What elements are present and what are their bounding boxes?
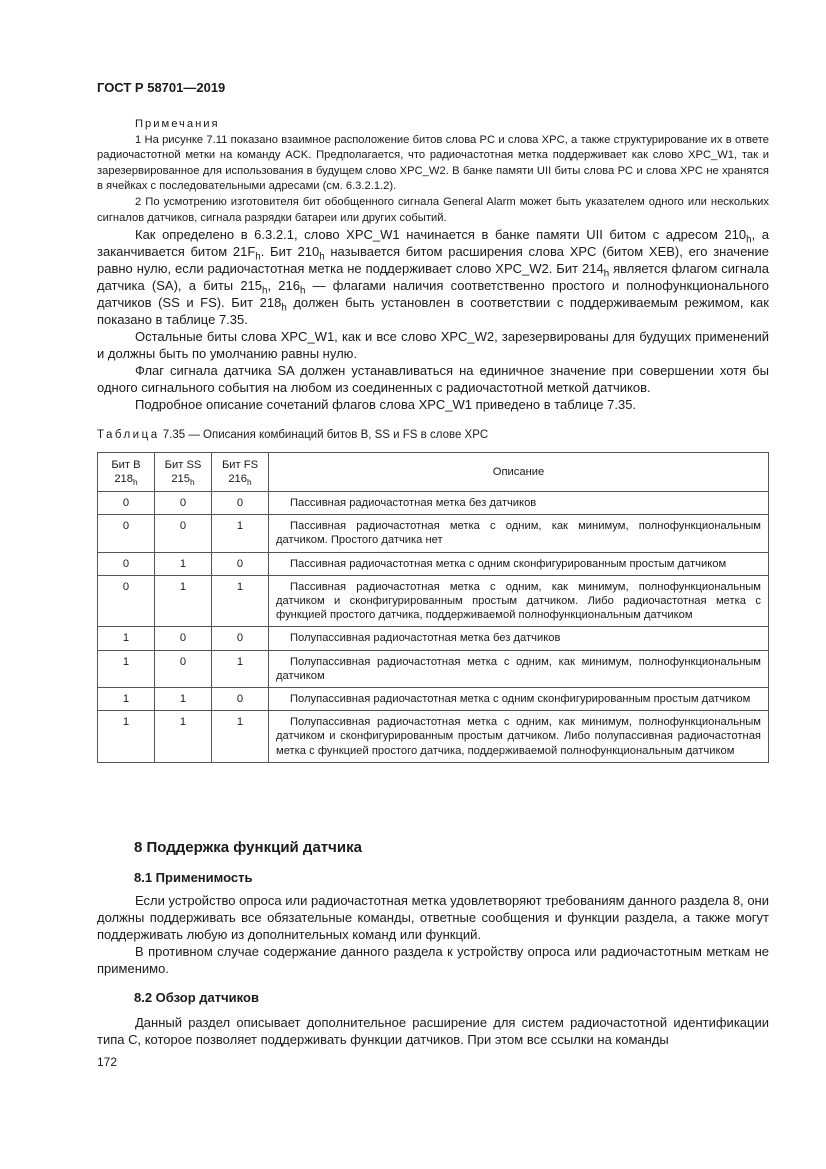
section-8-2-body <box>97 1014 769 1048</box>
table-header-row <box>98 453 769 492</box>
header-bit-b: Бит B $218_h$ <box>98 453 155 492</box>
section-8-heading: 8 Поддержка функций датчика <box>134 839 362 856</box>
page-number: 172 <box>97 1055 118 1069</box>
table-row: 0 0 1 Пассивная радиочастотная метка с одним, как минимум, полнофункциональным датчиком. Простого датчика нет <box>98 515 769 552</box>
paragraph-table-ref: Подробное описание сочетаний флагов слова XPC_W1 приведено в таблице 7.35. <box>135 397 637 412</box>
table-row: 1 1 1 Полупассивная радиочастотная метка с одним, как минимум, полнофункциональным датчиком и сконфигурированным простым датчиком. Либо полупассивная радиочастотная метка с функцией простого датчика, поддерживаемой полнофункциональным датчиком <box>98 711 769 763</box>
notes-block <box>97 117 769 226</box>
document-header: ГОСТ Р 58701—2019 <box>97 80 226 95</box>
paragraph-not-applicable: В противном случае содержание данного раздела к устройству опроса или радиочастотным меткам не применимо. <box>97 944 769 976</box>
paragraph-reserved-bits: Остальные биты слова XPC_W1, как и все слово XPC_W2, зарезервированы для будущих применений и должны быть по умолчанию равны нулю. <box>97 329 769 361</box>
table-caption: Таблица 7.35 — Описания комбинаций битов B, SS и FS в слове XPC <box>97 429 489 441</box>
section-8-1-body <box>97 892 769 977</box>
table-row: 0 1 1 Пассивная радиочастотная метка с одним, как минимум, полнофункциональным датчиком и сконфигурированным простым датчиком. Либо радиочастотная метка с функцией простого датчика, поддерживаемой полнофункциональным датчиком <box>98 575 769 627</box>
header-bit-ss: Бит SS $215_h$ <box>155 453 212 492</box>
note-2: 2 По усмотрению изготовителя бит обобщенного сигнала General Alarm может быть указателем одного или нескольких сигналов датчиков, сигнала разрядки батареи или других событий. <box>97 195 769 224</box>
paragraph-xpc-w1: Как определено в 6.3.2.1, слово XPC_W1 начинается в банке памяти UII битом с адресом $210_h$, а заканчивается битом $21F_h$. Бит $210_h$ называется битом расширения слова XPC (битом XEB), его значение равно нулю, если радиочастотная метка не поддерживает слово XPC_W2. Бит $214_h$ является флагом сигнала датчика (SA), а биты $215_h$, $216_h$ — флагами наличия соответственно простого и полнофункционального датчиков (SS и FS). Бит $218_h$ должен быть установлен в соответствии с поддерживаемым режимом, как показано в таблице 7.35. <box>97 227 769 327</box>
section-8-2-heading: 8.2 Обзор датчиков <box>134 990 259 1005</box>
header-description: Описание <box>269 453 769 492</box>
table-row: 0 0 0 Пассивная радиочастотная метка без датчиков <box>98 492 769 515</box>
table-row: 1 0 0 Полупассивная радиочастотная метка без датчиков <box>98 627 769 650</box>
table-row: 1 0 1 Полупассивная радиочастотная метка с одним, как минимум, полнофункциональным датчиком <box>98 650 769 687</box>
notes-title: Примечания <box>135 118 220 130</box>
note-1: 1 На рисунке 7.11 показано взаимное расположение битов слова PC и слова XPC, а также структурирование их в ответе радиочастотной метки на команду ACK. Предполагается, что радиочастотная метка поддерживает как слово XPC_W1, так и зарезервированное для использования в будущем слово XPC_W2. В банке памяти UII биты слова PC и слова XPC не хранятся в ячейках с последовательными адресами (см. 6.3.2.1.2). <box>97 133 769 193</box>
body-text-xpc <box>97 226 769 413</box>
bits-table <box>97 452 769 763</box>
section-8-1-heading: 8.1 Применимость <box>134 870 253 885</box>
paragraph-sa-flag: Флаг сигнала датчика SA должен устанавливаться на единичное значение при совершении хотя бы одного сигнального события на любом из соединенных с радиочастотной меткой датчиков. <box>97 363 769 395</box>
paragraph-sensors-overview: Данный раздел описывает дополнительное расширение для систем радиочастотной идентификации типа C, которое позволяет поддерживать функции датчиков. При этом все ссылки на команды <box>97 1015 769 1047</box>
header-bit-fs: Бит FS $216_h$ <box>212 453 269 492</box>
table-row: 0 1 0 Пассивная радиочастотная метка с одним сконфигурированным простым датчиком <box>98 552 769 575</box>
table-row: 1 1 0 Полупассивная радиочастотная метка с одним сконфигурированным простым датчиком <box>98 688 769 711</box>
paragraph-applicability: Если устройство опроса или радиочастотная метка удовлетворяют требованиям данного раздела 8, они должны поддерживать все обязательные команды, ответные сообщения и функции раздела, а также могут поддерживать любую из дополнительных команд или функций. <box>97 893 769 942</box>
